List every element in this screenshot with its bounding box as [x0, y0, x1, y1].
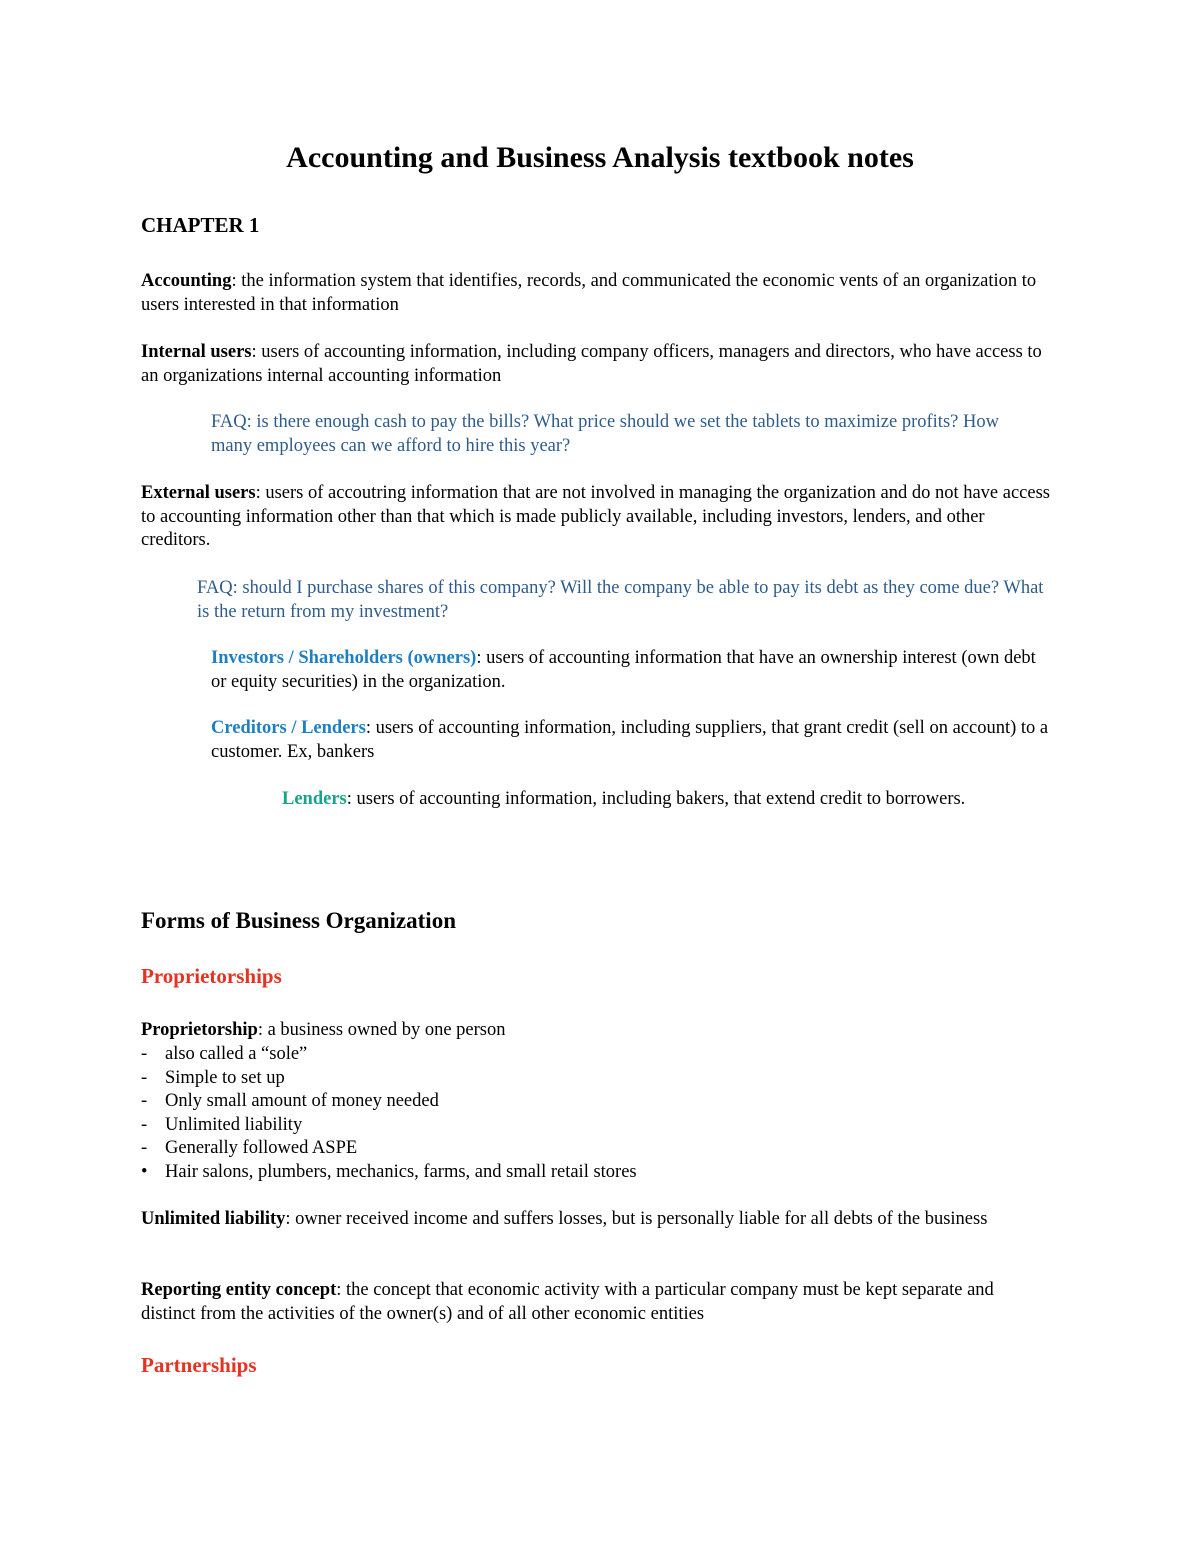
external-users-faq: FAQ: should I purchase shares of this company? Will the company be able to pay its debt as they come due? What is the return from my investment? — [197, 578, 1044, 622]
forms-of-business-heading: Forms of Business Organization — [141, 908, 456, 933]
list-item-text: Unlimited liability — [165, 1114, 303, 1135]
lenders-text: : users of accounting information, including bakers, that extend credit to borrowers. — [346, 789, 966, 809]
partnerships-heading: Partnerships — [141, 1353, 257, 1377]
reporting-entity-term: Reporting entity concept — [141, 1280, 337, 1300]
dash-bullet-icon: - — [141, 1067, 148, 1088]
list-item-text: Simple to set up — [165, 1067, 285, 1088]
list-item-text: also called a “sole” — [165, 1044, 308, 1064]
dash-bullet-icon: - — [141, 1044, 148, 1064]
list-item — [141, 1114, 637, 1138]
external-users-definition — [141, 482, 1056, 553]
proprietorship-text: : a business owned by one person — [257, 1020, 506, 1040]
list-item-text: Only small amount of money needed — [165, 1091, 439, 1111]
list-item — [141, 1067, 637, 1091]
reporting-entity-text: : the concept that economic activity with a particular company must be kept separate and distinct from the activities of the owner(s) and of all other economic entities — [141, 1280, 994, 1324]
reporting-entity-definition — [141, 1279, 1041, 1326]
lenders-term: Lenders — [282, 789, 347, 809]
list-item-text: Generally followed ASPE — [165, 1138, 358, 1158]
unlimited-liability-definition — [141, 1208, 1056, 1232]
internal-users-faq: FAQ: is there enough cash to pay the bills? What price should we set the tablets to maximize profits? How many employees can we afford to hire this year? — [211, 412, 999, 456]
internal-users-text: : users of accounting information, including company officers, managers and directors, who have access to an organizations internal accounting information — [141, 342, 1042, 386]
list-item — [141, 1090, 637, 1114]
creditors-text: : users of accounting information, including suppliers, that grant credit (sell on account) to a customer. Ex, bankers — [211, 718, 1049, 762]
investors-text: : users of accounting information that have an ownership interest (own debt or equity securities) in the organization. — [211, 648, 1036, 692]
dash-bullet-icon: - — [141, 1138, 148, 1158]
proprietorship-term: Proprietorship — [141, 1020, 258, 1040]
unlimited-liability-text: : owner received income and suffers losses, but is personally liable for all debts of the business — [285, 1209, 988, 1229]
unlimited-liability-term: Unlimited liability — [141, 1209, 286, 1229]
internal-users-definition — [141, 341, 1061, 388]
proprietorship-bullet-list — [141, 1043, 637, 1184]
external-users-text: : users of accoutring information that are not involved in managing the organization and do not have access to accounting information other than that which is made publicly available, including investors, lenders, and other creditors. — [141, 483, 1051, 550]
accounting-definition — [141, 270, 1061, 317]
creditors-definition — [211, 717, 1056, 764]
chapter-heading: CHAPTER 1 — [141, 213, 260, 237]
list-item — [141, 1043, 637, 1067]
investors-term: Investors / Shareholders (owners) — [211, 648, 477, 668]
proprietorships-heading: Proprietorships — [141, 964, 282, 988]
investors-definition — [211, 647, 1041, 694]
list-item — [141, 1161, 637, 1185]
lenders-definition — [282, 788, 1002, 812]
creditors-term: Creditors / Lenders — [211, 718, 366, 738]
proprietorship-definition — [141, 1019, 1061, 1043]
dash-bullet-icon: - — [141, 1091, 148, 1111]
list-item-text: Hair salons, plumbers, mechanics, farms, and small retail stores — [165, 1161, 637, 1182]
document-title: Accounting and Business Analysis textbook notes — [286, 141, 914, 174]
internal-users-term: Internal users — [141, 342, 252, 362]
dash-bullet-icon: - — [141, 1114, 148, 1135]
accounting-term: Accounting — [141, 271, 232, 291]
external-users-term: External users — [141, 483, 256, 503]
dot-bullet-icon: • — [141, 1161, 148, 1182]
list-item — [141, 1137, 637, 1161]
accounting-text: : the information system that identifies, records, and communicated the economic vents of an organization to users interested in that information — [141, 271, 1037, 315]
